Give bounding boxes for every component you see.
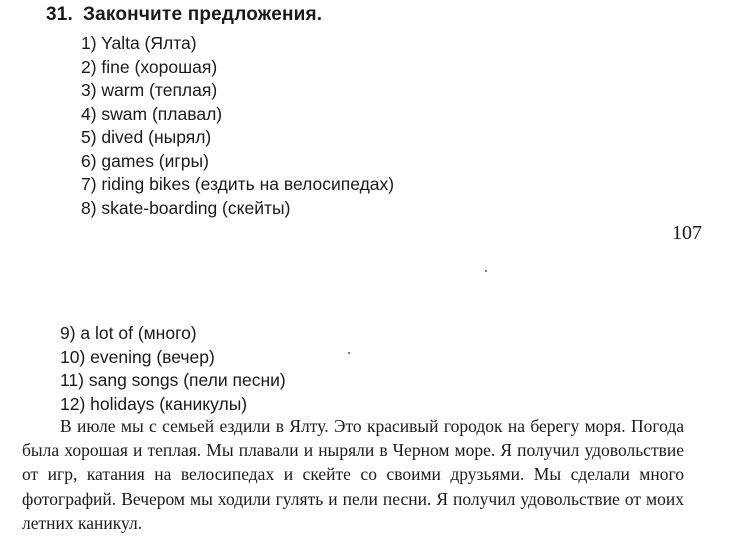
answer-item: 1) Yalta (Ялта) — [81, 33, 197, 53]
answer-item: 8) skate-boarding (скейты) — [81, 197, 291, 218]
scan-speck — [348, 352, 350, 354]
answer-item: 5) dived (нырял) — [81, 127, 212, 147]
answer-item: 11) sang songs (пели песни) — [60, 370, 286, 390]
answer-item: 7) riding bikes (ездить на велосипедах) — [81, 174, 395, 194]
answer-item: 3) warm (теплая) — [81, 80, 218, 100]
answer-item: 10) evening (вечер) — [60, 346, 215, 367]
answer-item: 9) a lot of (много) — [60, 323, 197, 343]
exercise-title: Закончите предложения. — [83, 4, 323, 25]
answer-item: 6) games (игры) — [81, 150, 209, 171]
scan-speck — [485, 270, 487, 272]
exercise-number: 31. — [46, 4, 74, 25]
summary-paragraph: В июле мы с семьей ездили в Ялту. Это красивый городок на берегу моря. Погода была хорошая и теплая. Мы плавали и ныряли в Черном море. Я получил удовольствие от игр, катания на велосипедах и скейте со своими друзьями. Мы сделали много фотографий. Вечером мы ходили гулять и пели песни. Я получил удовольствие от моих летних каникул. — [22, 416, 684, 533]
answer-item: 4) swam (плавал) — [81, 103, 223, 124]
answer-list-bottom — [60, 322, 286, 416]
answer-item: 12) holidays (каникулы) — [60, 393, 248, 414]
answer-item: 2) fine (хорошая) — [81, 56, 218, 77]
exercise-heading — [46, 4, 322, 26]
answer-list-top — [81, 32, 394, 220]
page-number: 107 — [672, 222, 702, 244]
